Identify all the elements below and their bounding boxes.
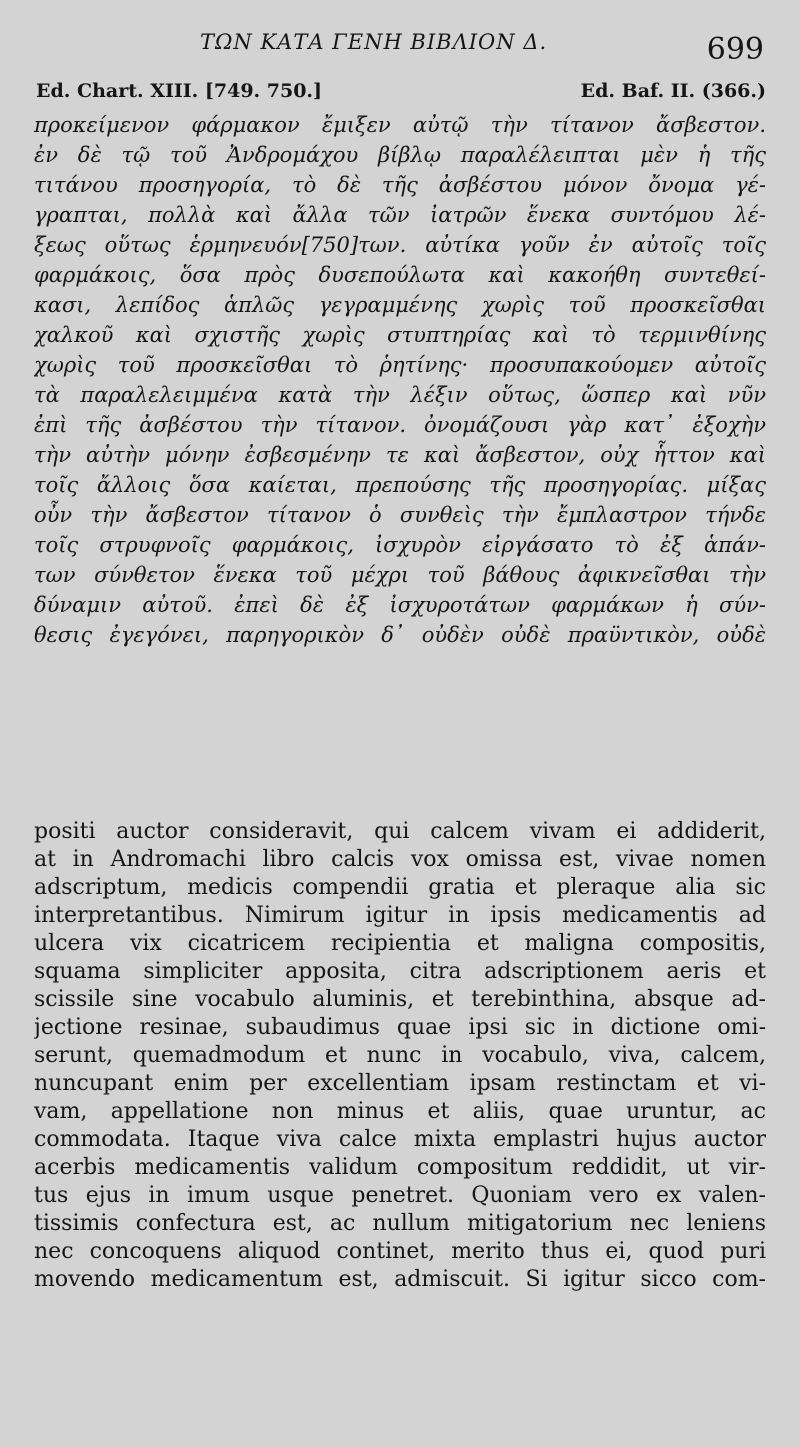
greek-line: χαλκοῦ καὶ σχιστῆς χωρὶς στυπτηρίας καὶ τὸ τερμινθίνης — [34, 323, 766, 347]
greek-line: δύναμιν αὐτοῦ. ἐπεὶ δὲ ἐξ ἰσχυροτάτων φαρμάκων ἡ σύν- — [34, 593, 766, 617]
greek-line: οὖν τὴν ἄσβεστον τίτανον ὁ συνθεὶς τὴν ἔμπλαστρον τήνδε — [34, 503, 766, 527]
latin-line: vam, appellatione non minus et aliis, quae uruntur, ac — [34, 1099, 766, 1124]
latin-line: jectione resinae, subaudimus quae ipsi sic in dictione omi- — [34, 1015, 766, 1040]
latin-line: at in Andromachi libro calcis vox omissa est, vivae nomen — [34, 847, 766, 872]
latin-line: movendo medicamentum est, admiscuit. Si igitur sicco com- — [34, 1267, 766, 1292]
latin-line: tus ejus in imum usque penetret. Quoniam vero ex valen- — [34, 1183, 766, 1208]
greek-line: ξεως οὕτως ἑρμηνευόν[750]των. αὐτίκα γοῦν ἐν αὐτοῖς τοῖς — [34, 233, 766, 257]
greek-line: τοῖς στρυφνοῖς φαρμάκοις, ἰσχυρὸν εἰργάσατο τὸ ἐξ ἁπάν- — [34, 533, 766, 557]
greek-line: τιτάνου προσηγορία, τὸ δὲ τῆς ἀσβέστου μόνον ὄνομα γέ- — [34, 173, 766, 197]
latin-line: ulcera vix cicatricem recipientia et maligna compositis, — [34, 931, 766, 956]
latin-line: serunt, quemadmodum et nunc in vocabulo, viva, calcem, — [34, 1043, 766, 1068]
latin-line: squama simpliciter apposita, citra adscriptionem aeris et — [34, 959, 766, 984]
latin-line: adscriptum, medicis compendii gratia et pleraque alia sic — [34, 875, 766, 900]
greek-line: κασι, λεπίδος ἁπλῶς γεγραμμένης χωρὶς τοῦ προσκεῖσθαι — [34, 293, 766, 317]
latin-line: tissimis confectura est, ac nullum mitigatorium nec leniens — [34, 1211, 766, 1236]
latin-line: nuncupant enim per excellentiam ipsam restinctam et vi- — [34, 1071, 766, 1096]
greek-line: θεσις ἐγεγόνει, παρηγορικὸν δ᾽ οὐδὲν οὐδὲ πραϋντικὸν, οὐδὲ — [34, 623, 766, 647]
greek-line: γραπται, πολλὰ καὶ ἄλλα τῶν ἰατρῶν ἕνεκα συντόμου λέ- — [34, 203, 766, 227]
running-head — [0, 30, 800, 70]
greek-line: χωρὶς τοῦ προσκεῖσθαι τὸ ῥητίνης· προσυπακούομεν αὐτοῖς — [34, 353, 766, 377]
greek-text-block — [34, 110, 766, 650]
greek-line: τὴν αὐτὴν μόνην ἐσβεσμένην τε καὶ ἄσβεστον, οὐχ ἧττον καὶ — [34, 443, 766, 467]
latin-line: acerbis medicamentis validum compositum reddidit, ut vir- — [34, 1155, 766, 1180]
greek-line: προκείμενον φάρμακον ἔμιξεν αὐτῷ τὴν τίτανον ἄσβεστον. — [34, 113, 766, 137]
latin-line: interpretantibus. Nimirum igitur in ipsis medicamentis ad — [34, 903, 766, 928]
greek-line: ἐν δὲ τῷ τοῦ Ἀνδρομάχου βίβλῳ παραλέλειπται μὲν ἡ τῆς — [34, 143, 766, 167]
edition-chartier: Ed. Chart. XIII. [749. 750.] — [36, 80, 323, 102]
greek-line: φαρμάκοις, ὅσα πρὸς δυσεπούλωτα καὶ κακοήθη συντεθεί- — [34, 263, 766, 287]
greek-line: τοῖς ἄλλοις ὅσα καίεται, πρεπούσης τῆς προσηγορίας. μίξας — [34, 473, 766, 497]
greek-line: ἐπὶ τῆς ἀσβέστου τὴν τίτανον. ὀνομάζουσι γὰρ κατ᾽ ἐξοχὴν — [34, 413, 766, 437]
latin-line: commodata. Itaque viva calce mixta emplastri hujus auctor — [34, 1127, 766, 1152]
latin-line: scissile sine vocabulo aluminis, et terebinthina, absque ad- — [34, 987, 766, 1012]
greek-line: τὰ παραλελειμμένα κατὰ τὴν λέξιν οὕτως, ὥσπερ καὶ νῦν — [34, 383, 766, 407]
latin-line: positi auctor consideravit, qui calcem vivam ei addiderit, — [34, 819, 766, 844]
page-number: 699 — [706, 32, 764, 67]
running-title: ΤΩΝ ΚΑΤΑ ΓΕΝΗ ΒΙΒΛΙΟΝ Δ. — [200, 30, 548, 54]
greek-line: των σύνθετον ἕνεκα τοῦ μέχρι τοῦ βάθους ἀφικνεῖσθαι τὴν — [34, 563, 766, 587]
edition-basel: Ed. Baf. II. (366.) — [580, 80, 766, 102]
latin-text-block — [34, 818, 766, 1294]
latin-line: nec concoquens aliquod continet, merito thus ei, quod puri — [34, 1239, 766, 1264]
